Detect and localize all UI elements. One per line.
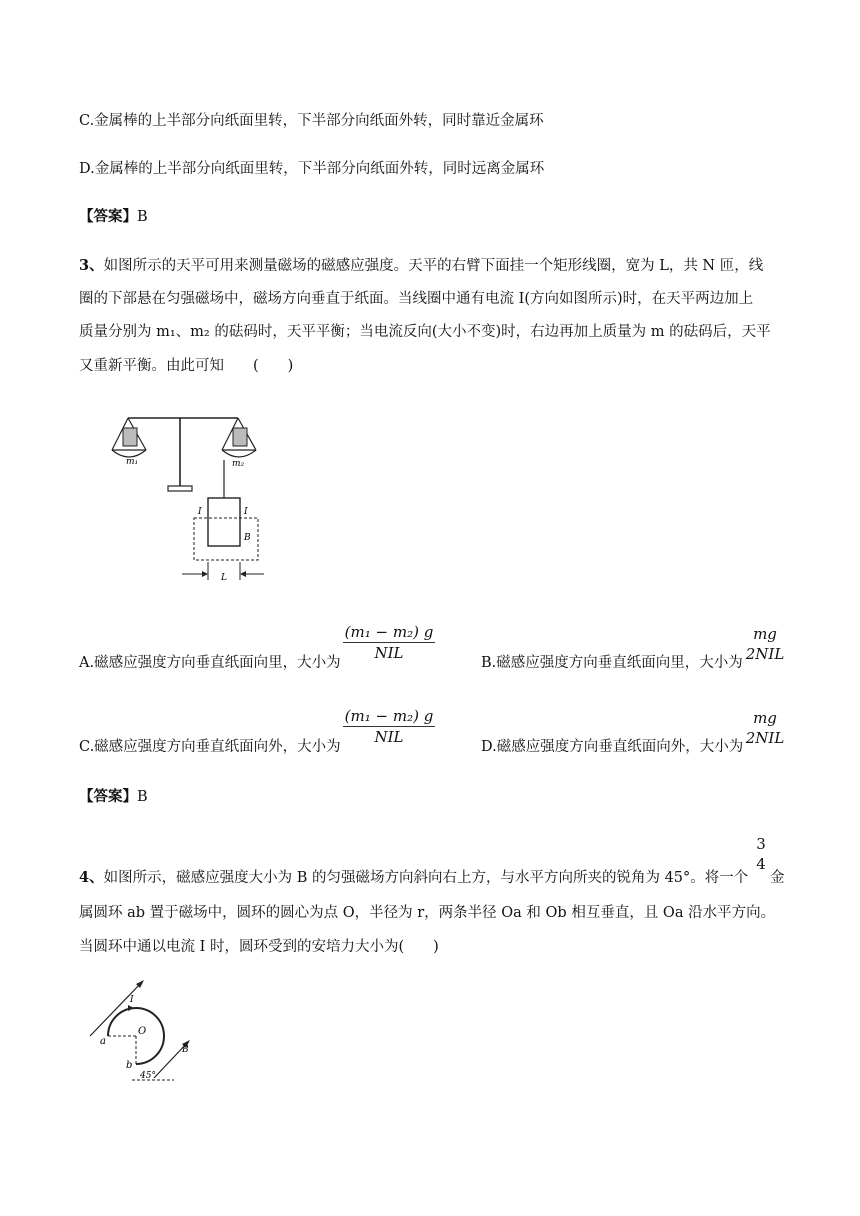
q4-stem-line-3: 当圆环中通以电流 I 时，圆环受到的安培力大小为( ) [79,939,439,955]
q2-answer [79,206,148,228]
fraction-numerator: mg [753,625,777,643]
q3-stem-line-2: 圈的下部悬在匀强磁场中，磁场方向垂直于纸面。当线圈中通有电流 I(方向如图所示)时，在天平两边加上 [79,291,754,307]
q2-option-c: C.金属棒的上半部分向纸面里转，下半部分向纸面外转，同时靠近金属环 [79,113,544,129]
q3-option-c: C.磁感应强度方向垂直纸面向外，大小为 [79,739,341,755]
q3-stem-line-1 [79,255,763,277]
fraction-denominator: NIL [343,642,435,663]
label-field-b: B [182,1045,189,1055]
question-number: 3 [79,257,90,274]
label-b-point: b [126,1060,133,1071]
q3-option-d-fraction [744,708,786,748]
balance-figure [108,412,276,588]
q3-stem-text-1: 如图所示的天平可用来测量磁场的磁感应强度。天平的右臂下面挂一个矩形线圈，宽为 L，共 N 匝，线 [103,258,764,274]
fraction-numerator: 3 [756,835,766,853]
label-o: O [138,1026,147,1037]
fraction-denominator: NIL [343,726,435,747]
q3-stem-line-3: 质量分别为 m₁、m₂ 的砝码时，天平平衡；当电流反向(大小不变)时，右边再加上质量为 m 的砝码后，天平 [79,324,771,340]
q4-stem-text-1: 如图所示，磁感应强度大小为 B 的匀强磁场方向斜向右上方，与水平方向所夹的锐角为 45°。将一个 [103,870,749,886]
q2-option-d: D.金属棒的上半部分向纸面里转，下半部分向纸面外转，同时远离金属环 [79,161,545,177]
label-i-right: I [244,507,248,517]
answer-value: B [137,209,148,225]
question-sep: 、 [89,257,104,274]
q3-option-a-fraction [343,622,435,663]
q4-stem-line-2: 属圆环 ab 置于磁场中，圆环的圆心为点 O，半径为 r，两条半径 Oa 和 Ob 相互垂直，且 Oa 沿水平方向。 [79,905,776,921]
q3-answer [79,786,148,808]
label-m1: m₁ [126,457,139,467]
label-b: B [244,533,251,543]
label-l: L [221,573,227,583]
label-m2: m₂ [232,459,245,469]
fraction-denominator: 4 [756,855,766,873]
label-current: I [130,995,134,1005]
label-i-left: I [198,507,202,517]
fraction-numerator: mg [753,709,777,727]
fraction-denominator: 2NIL [745,645,785,663]
q3-option-d: D.磁感应强度方向垂直纸面向外，大小为 [481,739,744,755]
label-a: a [100,1036,106,1047]
answer-value: B [137,789,148,805]
question-sep: 、 [89,869,104,886]
q3-option-c-fraction [343,706,435,747]
q4-stem-line-1-tail: 金 [770,870,785,886]
fraction-denominator: 2NIL [745,729,785,747]
fraction-numerator: (m₁ − m₂) g [344,707,434,725]
q3-option-b: B.磁感应强度方向垂直纸面向里，大小为 [481,655,743,671]
answer-label: 【答案】 [79,208,137,225]
answer-label: 【答案】 [79,788,137,805]
fraction-numerator: (m₁ − m₂) g [344,623,434,641]
q3-option-b-fraction [744,624,786,664]
label-angle: 45° [140,1071,156,1081]
ring-field-figure [84,976,204,1086]
q4-stem-line-1 [79,867,748,889]
question-number: 4 [79,869,90,886]
q4-inline-fraction [753,834,769,874]
q3-option-a: A.磁感应强度方向垂直纸面向里，大小为 [79,655,341,671]
q3-stem-line-4: 又重新平衡。由此可知 ( ) [79,358,294,374]
